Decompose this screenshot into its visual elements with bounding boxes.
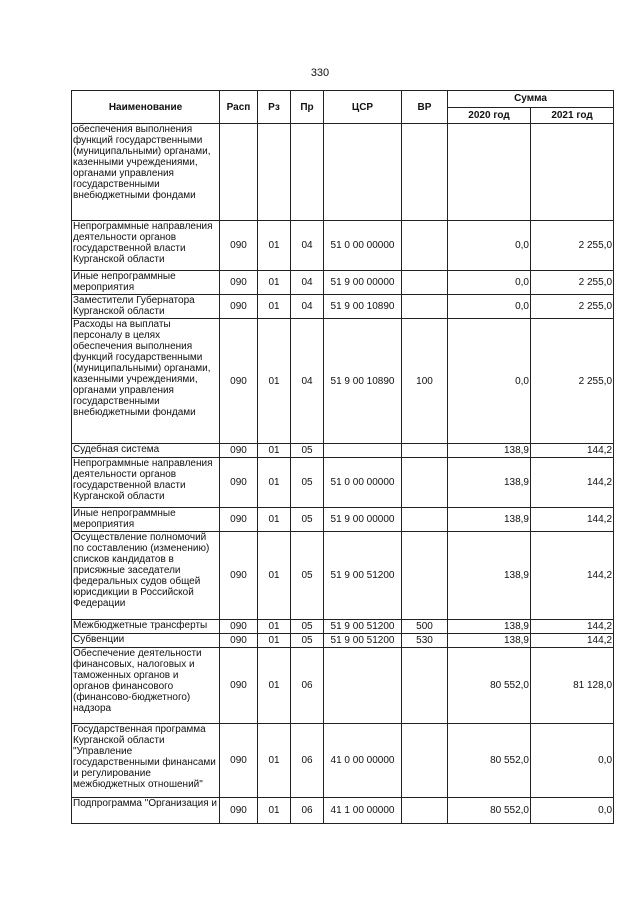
row-rasp: 090 (220, 798, 258, 824)
row-name: Подпрограмма "Организация и (72, 798, 220, 824)
row-csr: 51 9 00 00000 (324, 508, 402, 532)
page-number: 330 (310, 67, 330, 79)
table-row (72, 532, 614, 620)
row-csr: 51 9 00 10890 (324, 295, 402, 319)
row-2020: 0,0 (448, 319, 531, 444)
row-vr (402, 648, 448, 724)
table-row (72, 798, 614, 824)
row-2021: 144,2 (531, 620, 614, 634)
row-rasp: 090 (220, 221, 258, 271)
row-2021: 0,0 (531, 724, 614, 798)
row-pr: 05 (291, 634, 324, 648)
row-rz: 01 (258, 444, 291, 458)
row-vr (402, 295, 448, 319)
row-pr: 04 (291, 319, 324, 444)
row-2020 (448, 124, 531, 221)
header-rz: Рз (258, 91, 291, 124)
row-rz: 01 (258, 319, 291, 444)
row-2021: 2 255,0 (531, 221, 614, 271)
row-csr: 51 9 00 51200 (324, 620, 402, 634)
row-rz (258, 124, 291, 221)
row-pr: 05 (291, 508, 324, 532)
row-2021: 144,2 (531, 532, 614, 620)
row-name: Субвенции (72, 634, 220, 648)
row-rz: 01 (258, 648, 291, 724)
row-rasp: 090 (220, 620, 258, 634)
row-vr (402, 124, 448, 221)
row-name: Государственная программа Курганской области "Управление государственными финансами и регулирование межбюджетных отношений" (72, 724, 220, 798)
row-pr: 04 (291, 221, 324, 271)
header-sum: Сумма (448, 91, 614, 108)
header-2021: 2021 год (531, 107, 614, 124)
row-csr: 51 9 00 51200 (324, 634, 402, 648)
row-vr: 500 (402, 620, 448, 634)
row-csr: 51 0 00 00000 (324, 458, 402, 508)
row-vr (402, 444, 448, 458)
row-2021: 2 255,0 (531, 295, 614, 319)
header-name: Наименование (72, 91, 220, 124)
row-pr: 06 (291, 724, 324, 798)
row-name: Непрограммные направления деятельности органов государственной власти Курганской области (72, 458, 220, 508)
row-rasp: 090 (220, 508, 258, 532)
row-name: Непрограммные направления деятельности органов государственной власти Курганской области (72, 221, 220, 271)
row-vr (402, 458, 448, 508)
row-2020: 138,9 (448, 508, 531, 532)
row-2021: 0,0 (531, 798, 614, 824)
table-row (72, 295, 614, 319)
row-rasp: 090 (220, 532, 258, 620)
row-2021: 144,2 (531, 634, 614, 648)
row-2020: 0,0 (448, 271, 531, 295)
table-body (72, 124, 614, 824)
table-row (72, 319, 614, 444)
table-row (72, 620, 614, 634)
row-rz: 01 (258, 271, 291, 295)
row-rasp: 090 (220, 295, 258, 319)
row-2021: 81 128,0 (531, 648, 614, 724)
row-vr (402, 532, 448, 620)
row-vr: 530 (402, 634, 448, 648)
table-row (72, 221, 614, 271)
table-row (72, 724, 614, 798)
row-rz: 01 (258, 458, 291, 508)
row-name: Межбюджетные трансферты (72, 620, 220, 634)
row-name: Иные непрограммные мероприятия (72, 508, 220, 532)
table-row (72, 124, 614, 221)
row-rasp: 090 (220, 724, 258, 798)
row-name: Заместители Губернатора Курганской области (72, 295, 220, 319)
row-vr (402, 798, 448, 824)
row-2020: 0,0 (448, 221, 531, 271)
header-csr: ЦСР (324, 91, 402, 124)
row-rz: 01 (258, 798, 291, 824)
row-vr (402, 271, 448, 295)
row-pr: 05 (291, 458, 324, 508)
row-rz: 01 (258, 620, 291, 634)
row-2020: 80 552,0 (448, 724, 531, 798)
row-rz: 01 (258, 724, 291, 798)
row-name: Обеспечение деятельности финансовых, налоговых и таможенных органов и органов финансового (финансово-бюджетного) надзора (72, 648, 220, 724)
table-row (72, 458, 614, 508)
row-2020: 80 552,0 (448, 798, 531, 824)
row-rasp: 090 (220, 458, 258, 508)
header-rasp: Расп (220, 91, 258, 124)
row-2021: 2 255,0 (531, 319, 614, 444)
row-name: обеспечения выполнения функций государственными (муниципальными) органами, казенными учреждениями, органами управления государственными внебюджетными фондами (72, 124, 220, 221)
budget-table (71, 90, 614, 824)
row-rz: 01 (258, 532, 291, 620)
row-csr: 51 0 00 00000 (324, 221, 402, 271)
row-rz: 01 (258, 634, 291, 648)
row-rasp: 090 (220, 271, 258, 295)
row-2020: 138,9 (448, 532, 531, 620)
row-rasp: 090 (220, 444, 258, 458)
row-name: Осуществление полномочий по составлению (изменению) списков кандидатов в присяжные заседатели федеральных судов общей юрисдикции в Российской Федерации (72, 532, 220, 620)
row-2020: 138,9 (448, 620, 531, 634)
row-csr (324, 648, 402, 724)
row-2020: 138,9 (448, 458, 531, 508)
row-vr (402, 221, 448, 271)
row-vr (402, 724, 448, 798)
table-row (72, 271, 614, 295)
row-pr: 06 (291, 648, 324, 724)
row-rasp (220, 124, 258, 221)
table-row (72, 648, 614, 724)
row-rasp: 090 (220, 648, 258, 724)
row-2021: 2 255,0 (531, 271, 614, 295)
row-2020: 138,9 (448, 444, 531, 458)
row-pr: 06 (291, 798, 324, 824)
table-row (72, 634, 614, 648)
row-vr (402, 508, 448, 532)
row-2020: 138,9 (448, 634, 531, 648)
table-row (72, 444, 614, 458)
header-row (72, 91, 614, 108)
row-2020: 80 552,0 (448, 648, 531, 724)
row-pr: 04 (291, 271, 324, 295)
row-pr (291, 124, 324, 221)
row-csr: 51 9 00 10890 (324, 319, 402, 444)
row-name: Судебная система (72, 444, 220, 458)
row-rasp: 090 (220, 319, 258, 444)
row-csr (324, 444, 402, 458)
row-2021: 144,2 (531, 508, 614, 532)
header-pr: Пр (291, 91, 324, 124)
row-2021: 144,2 (531, 444, 614, 458)
row-csr: 41 0 00 00000 (324, 724, 402, 798)
row-pr: 04 (291, 295, 324, 319)
row-csr: 51 9 00 51200 (324, 532, 402, 620)
row-2020: 0,0 (448, 295, 531, 319)
row-pr: 05 (291, 532, 324, 620)
row-pr: 05 (291, 444, 324, 458)
header-vr: ВР (402, 91, 448, 124)
row-rz: 01 (258, 295, 291, 319)
row-rz: 01 (258, 508, 291, 532)
row-csr: 41 1 00 00000 (324, 798, 402, 824)
row-csr (324, 124, 402, 221)
row-pr: 05 (291, 620, 324, 634)
table-row (72, 508, 614, 532)
row-rz: 01 (258, 221, 291, 271)
row-name: Расходы на выплаты персоналу в целях обеспечения выполнения функций государственными (муниципальными) органами, казенными учреждениями, органами управления государственными внебюджетными фондами (72, 319, 220, 444)
row-name: Иные непрограммные мероприятия (72, 271, 220, 295)
row-rasp: 090 (220, 634, 258, 648)
row-vr: 100 (402, 319, 448, 444)
row-2021 (531, 124, 614, 221)
header-2020: 2020 год (448, 107, 531, 124)
row-csr: 51 9 00 00000 (324, 271, 402, 295)
row-2021: 144,2 (531, 458, 614, 508)
